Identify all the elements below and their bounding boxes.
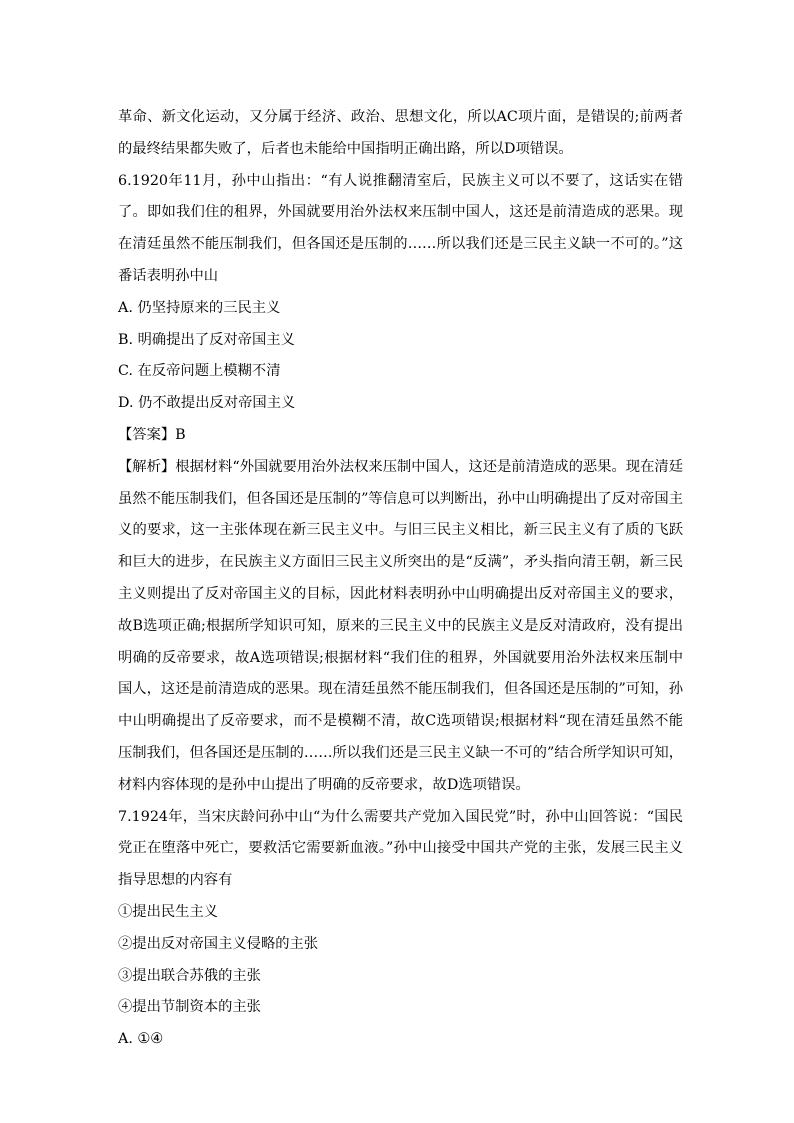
question-6-option-c: C. 在反帝问题上模糊不清 [118,363,281,380]
question-6-stem: 6.1920年11月，孙中山指出：“有人说推翻清室后，民族主义可以不要了，这话实在错了。即如我们住的租界，外国就要用治外法权来压制中国人，这还是前清造成的恶果。现在清廷虽然不能压制我们，但各国还是压制的……所以我们还是三民主义缺一不可的。”这番话表明孙中山 [118,172,683,284]
question-6-option-b: B. 明确提出了反对帝国主义 [118,331,295,348]
question-7-item-4: ④提出节制资本的主张 [118,999,261,1016]
intro-paragraph: 革命、新文化运动，又分属于经济、政治、思想文化，所以AC项片面，是错误的;前两者的最终结果都失败了，后者也未能给中国指明正确出路，所以D项错误。 [118,109,683,157]
question-7-option-a: A. ①④ [118,1031,164,1048]
question-7-item-1: ①提出民生主义 [118,903,219,920]
question-6-answer: 【答案】B [118,426,186,443]
question-6-analysis: 【解析】根据材料“外国就要用治外法权来压制中国人，这还是前清造成的恶果。现在清廷虽然不能压制我们，但各国还是压制的”等信息可以判断出，孙中山明确提出了反对帝国主义的要求，这一主张体现在新三民主义中。与旧三民主义相比，新三民主义有了质的飞跃和巨大的进步，在民族主义方面旧三民主义所突出的是“反满”，矛头指向清王朝，新三民主义则提出了反对帝国主义的目标，因此材料表明孙中山明确提出反对帝国主义的要求，故B选项正确;根据所学知识可知，原来的三民主义中的民族主义是反对清政府，没有提出明确的反帝要求，故A选项错误;根据材料“我们住的租界，外国就要用治外法权来压制中国人，这还是前清造成的恶果。现在清廷虽然不能压制我们，但各国还是压制的”可知，孙中山明确提出了反帝要求，而不是模糊不清，故C选项错误;根据材料“现在清廷虽然不能压制我们，但各国还是压制的……所以我们还是三民主义缺一不可的”结合所学知识可知，材料内容体现的是孙中山提出了明确的反帝要求，故D选项错误。 [118,458,683,793]
question-7-item-3: ③提出联合苏俄的主张 [118,967,261,984]
document-page [118,102,683,1056]
question-7-item-2: ②提出反对帝国主义侵略的主张 [118,935,319,952]
question-6-option-a: A. 仍坚持原来的三民主义 [118,299,281,316]
question-7-stem: 7.1924年，当宋庆龄问孙中山“为什么需要共产党加入国民党”时，孙中山回答说：“国民党正在堕落中死亡，要救活它需要新血液。”孙中山接受中国共产党的主张，发展三民主义指导思想的内容有 [118,808,683,889]
question-6-option-d: D. 仍不敢提出反对帝国主义 [118,395,296,412]
